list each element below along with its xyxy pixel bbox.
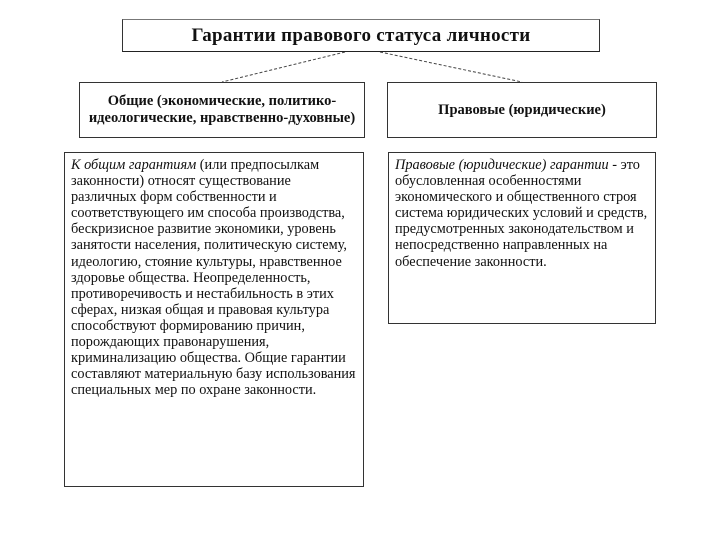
connector-right	[380, 52, 522, 82]
general-lead: К общим гарантиям	[71, 157, 197, 173]
general-guarantees-description	[64, 152, 364, 487]
general-body: (или предпосылкам законности) относят существование различных форм собственности и соответствующего им способа производства, бескризисное развитие экономики, уровень занятости населения, политическую систему, идеологию, стояние культуры, нравственное здоровье общества. Неопределенность, противоречивость и нестабильность в этих сферах, низкая общая и правовая культура способствуют формированию причин, порождающих правонарушения, криминализацию общества. Общие гарантии составляют материальную базу использования специальных мер по охране законности.	[71, 157, 356, 399]
diagram-title: Гарантии правового статуса личности	[122, 19, 600, 52]
legal-guarantees-header: Правовые (юридические)	[387, 82, 657, 138]
general-guarantees-header: Общие (экономические, политико-идеологические, нравственно-духовные)	[79, 82, 365, 138]
legal-guarantees-description	[388, 152, 656, 324]
connector-left	[222, 52, 345, 82]
legal-body: - это обусловленная особенностями экономического и общественного строя система юридических условий и средств, предусмотренных законодательством и непосредственно направленных на обеспечение законности.	[395, 157, 648, 270]
legal-lead: Правовые (юридические) гарантии	[395, 157, 609, 173]
